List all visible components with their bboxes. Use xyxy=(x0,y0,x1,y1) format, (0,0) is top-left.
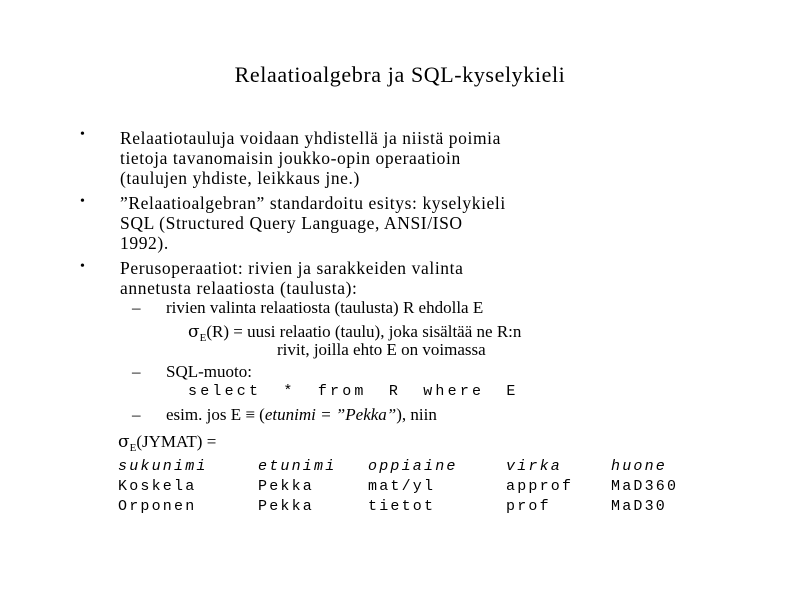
table-cell: Pekka xyxy=(258,497,315,515)
text-line: (taulujen yhdiste, leikkaus jne.) xyxy=(120,168,360,188)
result-table xyxy=(118,456,711,516)
formula-continuation: rivit, joilla ehto E on voimassa xyxy=(277,340,486,359)
sql-code: select * from R where E xyxy=(188,383,519,400)
header-cell: oppiaine xyxy=(368,457,458,475)
example-prefix: esim. jos E ≡ ( xyxy=(166,405,265,424)
sigma-subscript: E xyxy=(129,442,137,454)
sigma-symbol: σ xyxy=(188,322,200,342)
table-row xyxy=(118,496,711,516)
table-cell: MaD30 xyxy=(611,497,668,515)
table-cell: approf xyxy=(506,477,574,495)
sigma-subscript: E xyxy=(199,332,207,344)
table-cell: prof xyxy=(506,497,551,515)
text-line: tietoja tavanomaisin joukko-opin operaatioin xyxy=(120,148,461,168)
sub-item-sql-form: SQL-muoto: xyxy=(166,362,252,381)
dash-marker: – xyxy=(132,298,141,317)
header-cell: virka xyxy=(506,457,563,475)
table-header-row xyxy=(118,456,711,476)
text-line: SQL (Structured Query Language, ANSI/ISO xyxy=(120,213,463,233)
text-line: annetusta relaatiosta (taulusta): xyxy=(120,278,358,298)
text-line: 1992). xyxy=(120,233,169,253)
selection-formula xyxy=(188,322,521,342)
dash-marker: – xyxy=(132,362,141,381)
bullet-2-text xyxy=(120,193,506,253)
table-cell: mat/yl xyxy=(368,477,436,495)
formula-text: (R) = uusi relaatio (taulu), joka sisältää ne R:n xyxy=(206,322,522,341)
bullet-marker: • xyxy=(80,194,85,209)
text-line: ”Relaatioalgebran” standardoitu esitys: kyselykieli xyxy=(120,193,506,213)
header-cell: sukunimi xyxy=(118,457,208,475)
table-row xyxy=(118,476,711,496)
table-cell: Koskela xyxy=(118,477,197,495)
bullet-1-text xyxy=(120,128,501,188)
text-line: Relaatiotauluja voidaan yhdistellä ja niistä poimia xyxy=(120,128,501,148)
bullet-marker: • xyxy=(80,127,85,142)
dash-marker: – xyxy=(132,405,141,424)
result-expression-text: (JYMAT) = xyxy=(136,432,217,451)
bullet-marker: • xyxy=(80,259,85,274)
slide-title: Relaatioalgebra ja SQL-kyselykieli xyxy=(234,62,566,87)
sub-item-row-selection: rivien valinta relaatiosta (taulusta) R ehdolla E xyxy=(166,298,484,317)
table-cell: MaD360 xyxy=(611,477,679,495)
bullet-3-text xyxy=(120,258,463,298)
table-cell: tietot xyxy=(368,497,436,515)
sigma-symbol: σ xyxy=(118,432,130,452)
sub-item-example xyxy=(166,405,437,425)
header-cell: etunimi xyxy=(258,457,337,475)
text-line: Perusoperaatiot: rivien ja sarakkeiden valinta xyxy=(120,258,464,278)
example-condition: etunimi = ”Pekka” xyxy=(264,405,397,424)
table-cell: Pekka xyxy=(258,477,315,495)
header-cell: huone xyxy=(611,457,668,475)
result-expression xyxy=(118,432,216,452)
table-cell: Orponen xyxy=(118,497,197,515)
example-suffix: ), niin xyxy=(396,405,437,424)
